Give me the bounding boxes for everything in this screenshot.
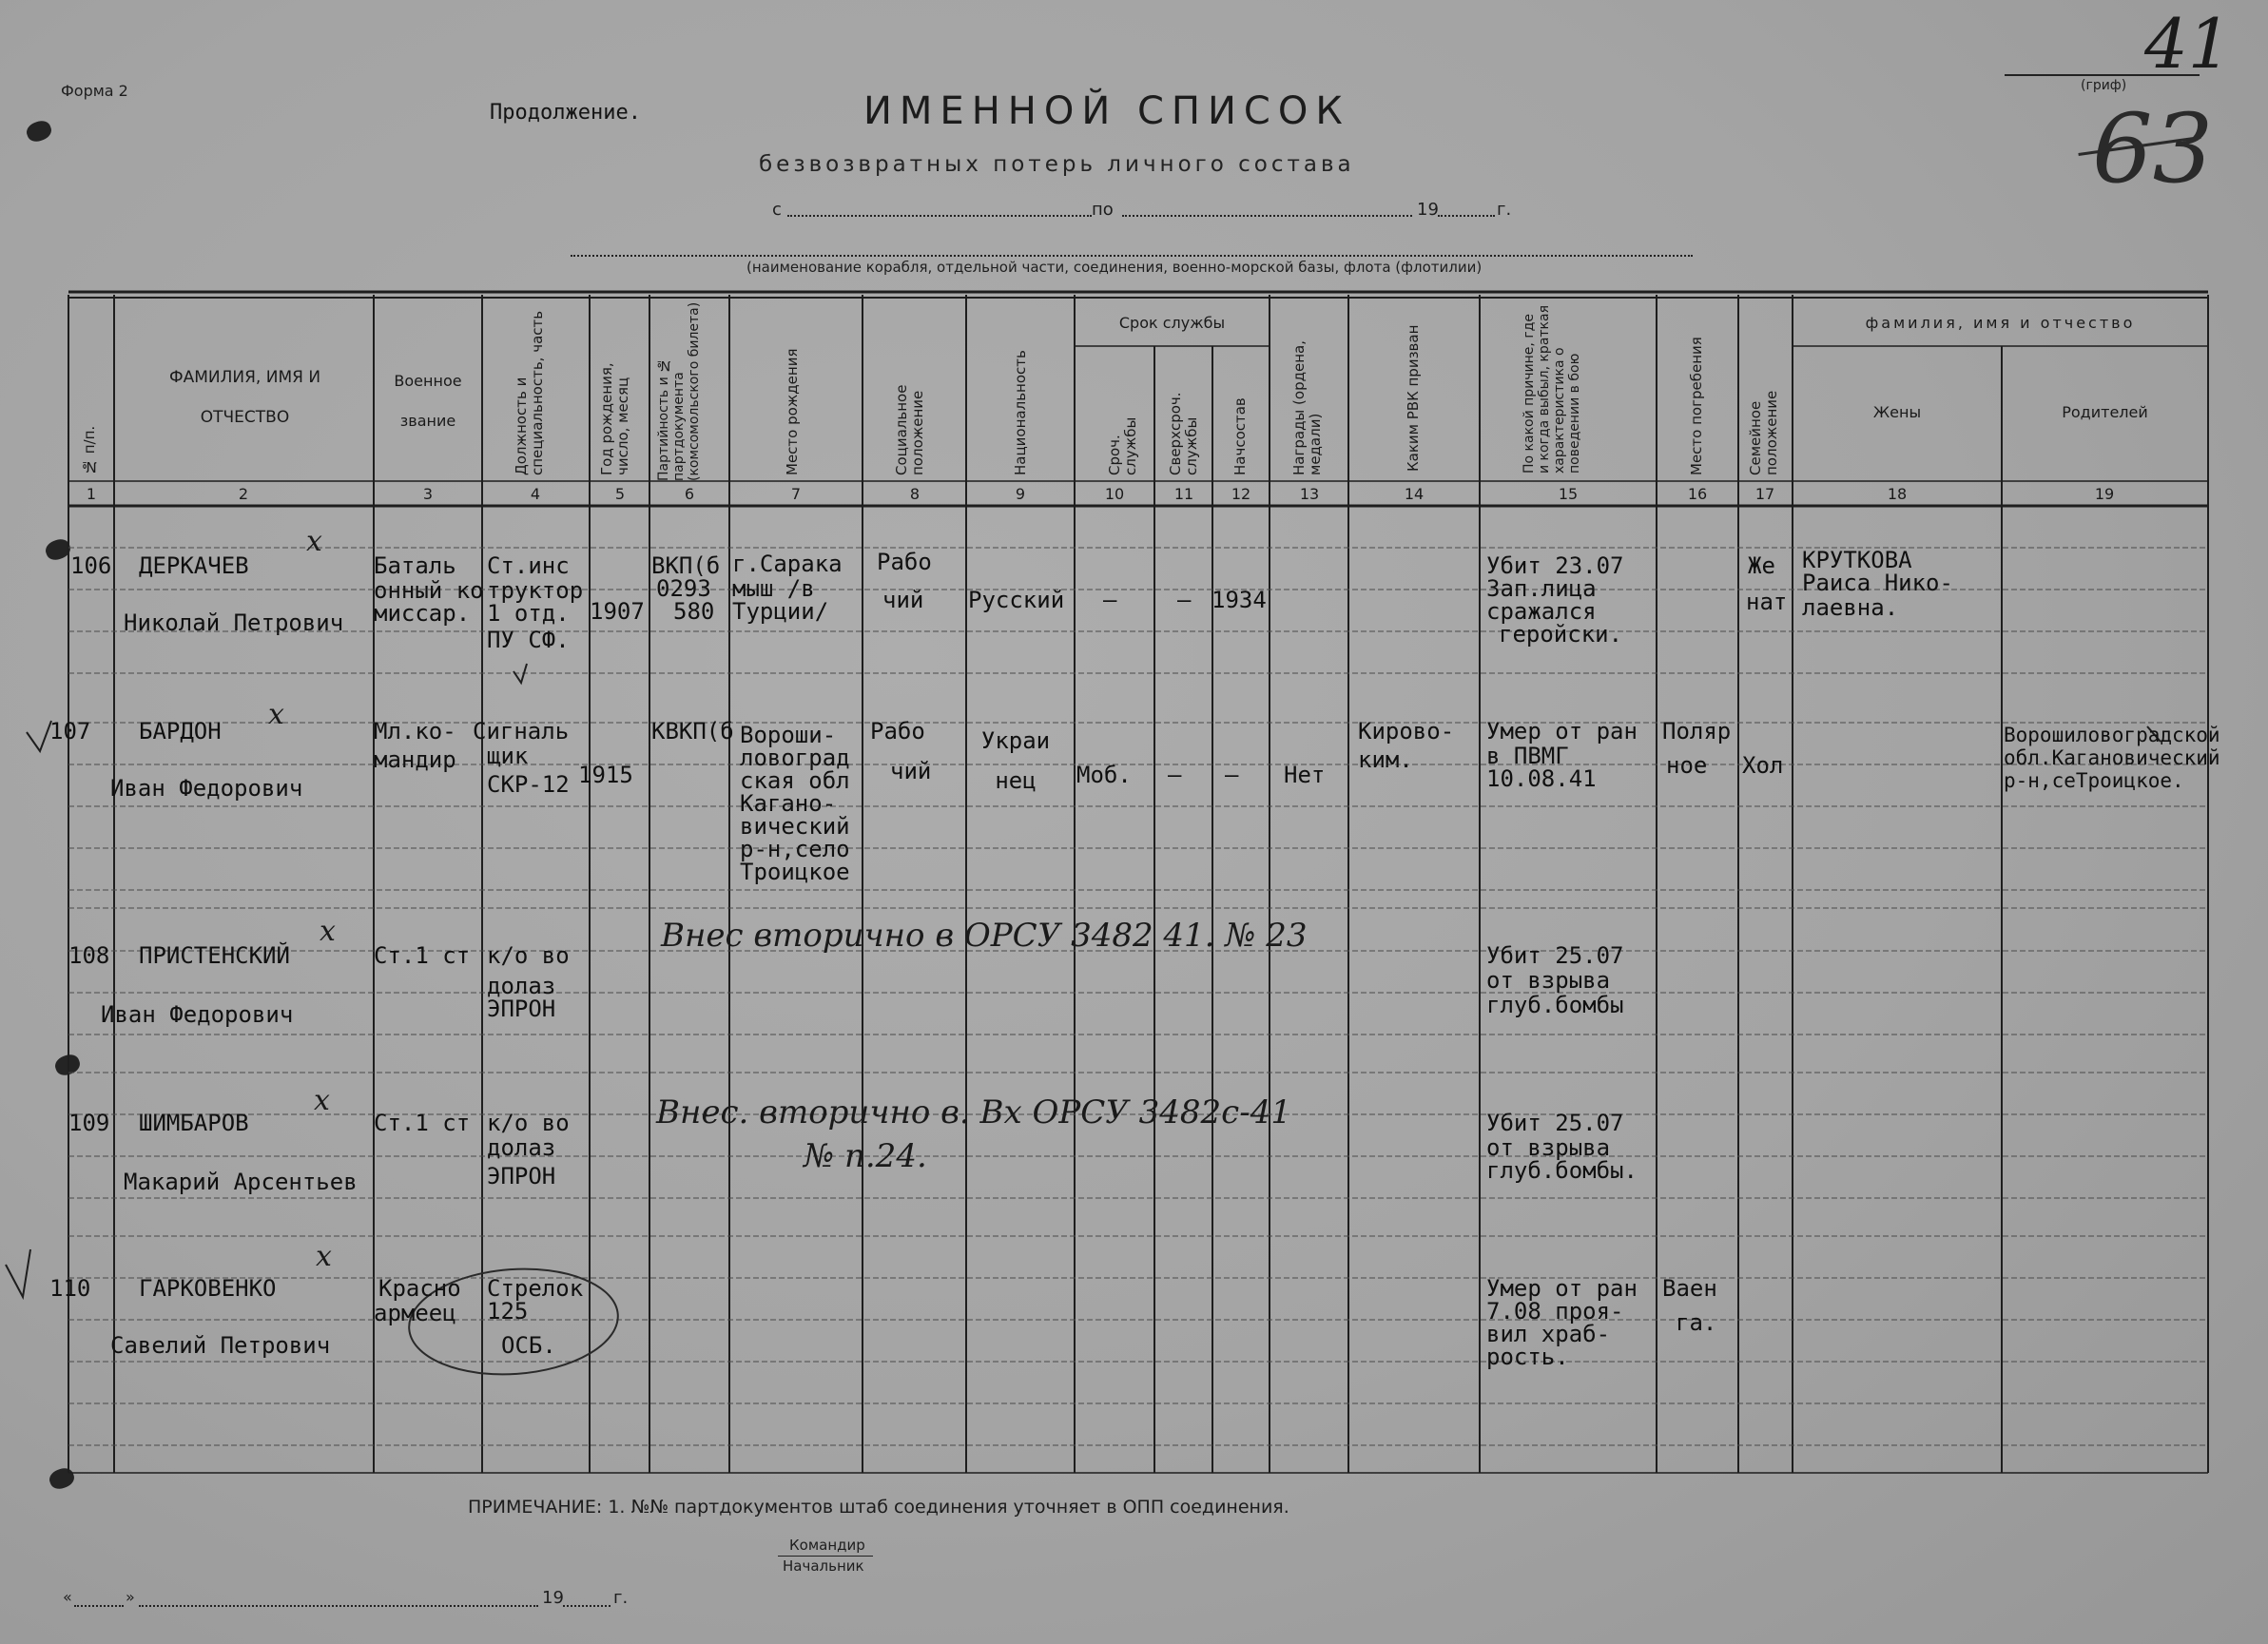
position: Ст.инс [487,552,570,579]
awards: Нет [1284,762,1326,788]
position: 1 отд. [487,600,570,627]
rank: Мл.ко- [374,718,456,745]
term-urgent: Моб. [1076,762,1132,788]
nationality: Украи нец [980,727,1051,794]
position: Стрелок [487,1275,584,1302]
term-extended: – [1177,587,1192,613]
col-header-birth-year: Год рождения, число, месяц [598,362,631,475]
col-number: 13 [1299,485,1320,503]
col-header-term-officer: Начсостав [1231,397,1249,475]
birthplace: ская обл [740,767,850,794]
col-number: 1 [86,485,97,503]
surname: ГАРКОВЕНКО [139,1275,277,1302]
footer-note: ПРИМЕЧАНИЕ: 1. №№ партдокументов штаб соединения уточняет в ОПП соединения. [468,1497,1289,1518]
burial: Поляр [1662,718,1732,745]
col-header-family: Семейное положение [1747,390,1780,475]
birthplace: Вороши- [740,722,837,748]
surname: БАРДОН [139,718,222,745]
given-name: Савелий Петрович [110,1332,331,1359]
party: ВКП(б [651,552,721,579]
sheet-number: 41 [2144,4,2232,84]
handwritten-note: № п.24. [804,1137,927,1175]
col-header-nationality: Национальность [1012,350,1029,475]
rank: онный ко [374,577,484,604]
handwritten-note: Внес вторично в ОРСУ 3482 41. № 23 [661,917,1308,955]
col-number: 8 [909,485,921,503]
col-number: 14 [1404,485,1425,503]
col-header-term-urgent: Сроч. службы [1106,416,1139,475]
col-header-parents: Родителей [2062,403,2148,421]
col-header-awards: Награды (ордена, медали) [1290,340,1324,475]
given-name: Макарий Арсентьев [124,1169,358,1195]
position: ЭПРОН [487,1163,556,1189]
col-header-social: Социальное положение [893,384,926,475]
reason: 7.08 проя- [1486,1298,1624,1325]
row-number: 110 [49,1275,91,1302]
birthplace: мыш /в [732,575,815,602]
parents: Ворошиловоградской [2004,724,2220,746]
col-number: 6 [684,485,695,503]
col-number: 18 [1887,485,1908,503]
col-number: 17 [1754,485,1775,503]
position: долаз [487,1134,556,1161]
rank: армеец [374,1300,456,1326]
given-name: Николай Петрович [124,609,344,636]
document-subtitle: безвозвратных потерь личного состава [759,152,1355,177]
rank: Красно [378,1275,461,1302]
position: ПУ СФ. [487,627,570,653]
wife-name: лаевна. [1802,594,1899,621]
reason: вил храб- [1486,1321,1611,1347]
reason: Убит 25.07 [1486,1110,1624,1136]
col-number: 12 [1231,485,1251,503]
birthplace: г.Сарака [732,551,843,577]
position: 125 [487,1298,529,1325]
position: долаз [487,973,556,999]
col-number: 2 [238,485,249,503]
row-number: 107 [49,718,91,745]
footer-year: 19 [542,1588,564,1608]
col-header-no: № п/п. [81,425,98,475]
rvk: ким. [1358,746,1413,773]
col-number: 19 [2094,485,2115,503]
birth-year: 1915 [578,762,633,788]
birthplace: Троицкое [740,859,850,885]
handwritten-note: Внес. вторично в. Вх ОРСУ 3482с-41 [656,1093,1291,1131]
col-number: 10 [1104,485,1125,503]
reason: Умер от ран [1486,1275,1638,1302]
burial: Ваен [1662,1275,1717,1302]
col-header-birthplace: Место рождения [784,348,801,475]
reason: рость. [1486,1344,1569,1370]
rank: Баталь [374,552,456,579]
col-number: 7 [790,485,802,503]
birthplace: Турции/ [732,598,829,625]
reason: 10.08.41 [1486,765,1597,792]
commander-label: Командир [789,1537,865,1554]
rvk: Кирово- [1358,718,1455,745]
rank: миссар. [374,600,471,627]
reason: Умер от ран [1486,718,1638,745]
party: КВКП(б [651,718,734,745]
position: ОСБ. [501,1332,556,1359]
reason: глуб.бомбы. [1486,1157,1638,1184]
position: ЭПРОН [487,996,556,1022]
wife-name: Раиса Нико- [1802,570,1953,596]
surname: ПРИСТЕНСКИЙ [139,942,290,969]
old-sheet-number: 63 [2092,93,2214,204]
col-number: 3 [422,485,434,503]
year-label: 19 [1417,200,1439,220]
family-status: нат [1746,589,1788,615]
signature-divider [778,1556,873,1557]
birthplace: р-н,село [740,836,850,862]
position: СКР-12 [487,771,570,798]
party: 0293 [656,575,711,602]
date-to-label: по [1092,200,1114,220]
birthplace: ловоград [740,745,850,771]
footer-year-line [563,1605,611,1607]
col-header-party: Партийность и № партдокумента (комсомольского билета) [656,301,702,481]
footer-year-suffix: г. [613,1588,629,1608]
birth-year: 1907 [590,598,645,625]
family-status: Же [1748,552,1775,579]
rank: Ст.1 ст [374,1110,471,1136]
col-header-term: Срок службы [1118,314,1226,332]
parents: р-н,сеТроицкое. [2004,769,2184,792]
surname: ШИМБАРОВ [139,1110,249,1136]
col-number: 15 [1558,485,1579,503]
family-status: Хол [1742,752,1784,779]
form-label: Форма 2 [61,82,128,100]
burial: ное [1666,752,1708,779]
social: чий [882,587,924,613]
check-mark: x [316,1240,332,1273]
reason: геройски. [1499,621,1623,648]
reason: Убит 23.07 [1486,552,1624,579]
birthplace: Кагано- [740,790,837,817]
grif-label: (гриф) [2081,78,2127,93]
col-header-position: Должность и специальность, часть [513,310,546,475]
col-header-rvk: Каким РВК призван [1405,324,1422,472]
burial: га. [1676,1309,1717,1336]
rank: Ст.1 ст [374,942,471,969]
col-header-relatives: фамилия, имя и отчество [1865,314,2136,332]
col-number: 16 [1687,485,1708,503]
footer-day-line [74,1605,124,1607]
reason: от взрыва [1486,1134,1611,1161]
position: Сигналь [473,718,570,745]
date-from-label: с [772,200,782,220]
col-number: 4 [530,485,541,503]
col-header-burial: Место погребения [1688,337,1705,475]
col-number: 5 [614,485,626,503]
col-number: 11 [1173,485,1194,503]
check-mark: x [314,1084,330,1117]
surname: ДЕРКАЧЕВ [139,552,249,579]
reason: в ПВМГ [1486,743,1569,769]
check-mark: x [320,915,336,948]
row-number: 108 [68,942,110,969]
year-suffix: г. [1497,200,1512,220]
birthplace: вичеcкий [740,813,850,840]
check-mark: x [306,525,322,558]
reason: Убит 25.07 [1486,942,1624,969]
continuation-label: Продолжение. [490,101,641,125]
social: чий [890,758,932,784]
col-header-term-extended: Сверхсроч. службы [1167,392,1200,475]
reason: глуб.бомбы [1486,992,1624,1018]
social: Рабо [870,718,925,745]
col-header-wife: Жены [1872,403,1922,421]
term-extended: – [1168,762,1182,788]
check-mark: x [268,698,284,731]
rank: мандир [374,746,456,773]
position: труктор [487,577,584,604]
position: к/о во [487,1110,570,1136]
parents: обл.Кагановичеcкий [2004,746,2220,769]
term-urgent: – [1103,587,1117,613]
party: 580 [673,598,715,625]
given-name: Иван Федорович [101,1001,294,1028]
row-number: 106 [70,552,112,579]
reason: от взрыва [1486,967,1611,994]
position: к/о во [487,942,570,969]
col-header-name: ФАМИЛИЯ, ИМЯ И ОТЧЕСТВО [168,368,321,427]
position: щик [487,743,529,769]
chief-label: Начальник [783,1557,864,1575]
term-officer: – [1225,762,1239,788]
term-officer: 1934 [1212,587,1267,613]
unit-caption: (наименование корабля, отдельной части, соединения, военно-морской базы, флота (флотилии) [746,259,1483,276]
col-number: 9 [1015,485,1026,503]
given-name: Иван Федорович [110,775,303,802]
footer-month-line [139,1605,538,1607]
footer-quote-open: « [63,1588,72,1606]
reason: сражался [1486,598,1597,625]
row-number: 109 [68,1110,110,1136]
col-header-reason: По какой причине, где и когда выбыл, краткая характеристика о поведении в бою [1522,304,1582,474]
reason: Зап.лица [1486,575,1597,602]
social: Рабо [877,549,932,575]
wife-name: КРУТКОВА [1802,547,1912,573]
footer-quote-close: » [126,1588,135,1606]
col-header-rank: Военное звание [394,372,462,430]
nationality: Русский [968,587,1065,613]
document-title: ИМЕННОЙ СПИСОК [863,89,1350,133]
